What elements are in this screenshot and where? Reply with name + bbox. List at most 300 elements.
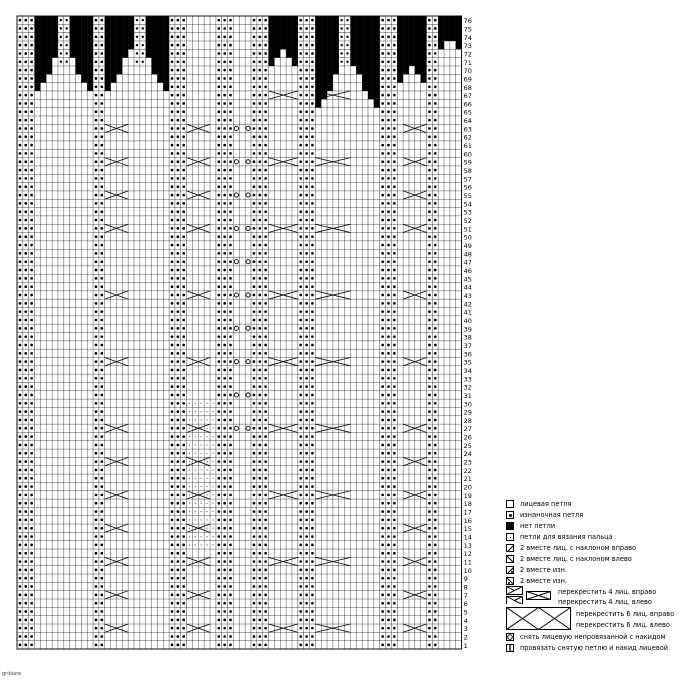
purl-stitch xyxy=(95,402,98,405)
purl-stitch xyxy=(30,269,33,272)
purl-stitch xyxy=(229,560,232,563)
purl-stitch xyxy=(24,269,27,272)
p2tog-left-icon xyxy=(506,577,514,585)
purl-stitch xyxy=(182,510,185,513)
purl-stitch xyxy=(30,585,33,588)
purl-stitch xyxy=(387,202,390,205)
no-stitch-cell xyxy=(327,16,333,91)
purl-stitch xyxy=(182,544,185,547)
purl-stitch xyxy=(381,577,384,580)
purl-stitch xyxy=(258,102,261,105)
purl-stitch xyxy=(434,152,437,155)
purl-stitch xyxy=(171,52,174,55)
purl-stitch xyxy=(258,19,261,22)
row-number: 4 xyxy=(463,616,468,625)
purl-stitch xyxy=(264,135,267,138)
legend-item-cable-4-right xyxy=(558,588,656,598)
purl-stitch xyxy=(387,477,390,480)
purl-stitch xyxy=(305,485,308,488)
purl-stitch xyxy=(381,394,384,397)
purl-stitch xyxy=(393,152,396,155)
legend-label: перекрестить 4 лиц. влево xyxy=(558,598,652,606)
purl-stitch xyxy=(434,435,437,438)
purl-stitch xyxy=(299,594,302,597)
finger-knit-cell xyxy=(339,66,345,74)
purl-stitch xyxy=(305,377,308,380)
purl-stitch xyxy=(428,144,431,147)
purl-stitch xyxy=(253,352,256,355)
row-number: 17 xyxy=(463,508,472,517)
purl-stitch xyxy=(258,194,261,197)
purl-stitch xyxy=(311,444,314,447)
finger-stitch xyxy=(201,536,202,537)
purl-stitch xyxy=(30,435,33,438)
finger-stitch xyxy=(195,511,196,512)
purl-stitch xyxy=(95,360,98,363)
purl-stitch xyxy=(393,52,396,55)
purl-stitch xyxy=(95,210,98,213)
purl-stitch xyxy=(434,19,437,22)
purl-stitch xyxy=(264,385,267,388)
purl-stitch xyxy=(434,402,437,405)
purl-stitch xyxy=(66,61,68,63)
purl-stitch xyxy=(428,452,431,455)
purl-stitch xyxy=(177,494,180,497)
purl-stitch xyxy=(182,160,185,163)
purl-stitch xyxy=(253,269,256,272)
purl-stitch xyxy=(393,569,396,572)
purl-stitch xyxy=(223,577,226,580)
purl-stitch xyxy=(393,610,396,613)
purl-stitch xyxy=(177,77,180,80)
purl-stitch xyxy=(393,302,396,305)
purl-stitch xyxy=(19,602,22,605)
finger-stitch xyxy=(195,494,196,495)
finger-knit-cell xyxy=(339,83,345,91)
finger-knit-cell xyxy=(134,66,140,74)
purl-stitch xyxy=(30,77,33,80)
purl-stitch xyxy=(217,244,220,247)
purl-stitch xyxy=(253,502,256,505)
finger-stitch xyxy=(201,478,202,479)
purl-stitch xyxy=(177,244,180,247)
purl-stitch xyxy=(428,643,431,646)
purl-stitch xyxy=(381,235,384,238)
row-number: 62 xyxy=(463,133,472,142)
purl-stitch xyxy=(24,344,27,347)
purl-stitch xyxy=(100,285,103,288)
purl-stitch xyxy=(393,194,396,197)
purl-stitch xyxy=(381,427,384,430)
finger-stitch xyxy=(207,478,208,479)
purl-stitch xyxy=(434,385,437,388)
purl-stitch xyxy=(311,135,314,138)
purl-stitch xyxy=(387,252,390,255)
purl-stitch xyxy=(387,402,390,405)
purl-stitch xyxy=(171,394,174,397)
purl-stitch xyxy=(171,552,174,555)
purl-stitch xyxy=(217,185,220,188)
purl-stitch xyxy=(229,35,232,38)
purl-stitch xyxy=(100,177,103,180)
purl-stitch xyxy=(258,277,261,280)
purl-stitch xyxy=(299,519,302,522)
purl-stitch xyxy=(258,269,261,272)
purl-stitch xyxy=(428,169,431,172)
purl-stitch xyxy=(299,402,302,405)
purl-stitch xyxy=(24,402,27,405)
purl-stitch xyxy=(223,69,226,72)
purl-stitch xyxy=(299,643,302,646)
purl-stitch xyxy=(95,544,98,547)
purl-stitch xyxy=(229,569,232,572)
purl-stitch xyxy=(393,27,396,30)
purl-stitch xyxy=(299,169,302,172)
purl-stitch xyxy=(182,494,185,497)
purl-stitch xyxy=(100,577,103,580)
purl-stitch xyxy=(136,27,138,29)
purl-stitch xyxy=(434,335,437,338)
purl-stitch xyxy=(264,269,267,272)
purl-stitch xyxy=(30,494,33,497)
purl-stitch xyxy=(171,185,174,188)
finger-stitch xyxy=(212,486,213,487)
row-number: 75 xyxy=(463,25,472,34)
purl-stitch xyxy=(258,477,261,480)
purl-stitch xyxy=(19,452,22,455)
finger-stitch xyxy=(212,528,213,529)
purl-stitch xyxy=(305,369,308,372)
purl-stitch xyxy=(428,227,431,230)
purl-stitch xyxy=(100,227,103,230)
purl-stitch xyxy=(381,302,384,305)
purl-stitch xyxy=(428,127,431,130)
purl-stitch xyxy=(387,602,390,605)
purl-stitch xyxy=(381,352,384,355)
finger-knit-cell xyxy=(140,83,146,91)
purl-stitch xyxy=(177,519,180,522)
purl-stitch xyxy=(299,102,302,105)
purl-stitch xyxy=(30,119,33,122)
purl-stitch xyxy=(100,602,103,605)
purl-stitch xyxy=(19,252,22,255)
purl-stitch xyxy=(171,294,174,297)
purl-stitch xyxy=(171,310,174,313)
purl-stitch xyxy=(434,410,437,413)
purl-stitch xyxy=(171,560,174,563)
finger-knit-cell xyxy=(140,91,146,99)
purl-stitch xyxy=(393,410,396,413)
purl-stitch xyxy=(19,419,22,422)
purl-stitch xyxy=(311,327,314,330)
purl-stitch xyxy=(264,69,267,72)
purl-stitch xyxy=(217,419,220,422)
purl-stitch xyxy=(19,35,22,38)
purl-stitch xyxy=(428,19,431,22)
no-stitch-cell xyxy=(35,16,41,91)
purl-stitch xyxy=(253,285,256,288)
purl-stitch xyxy=(217,285,220,288)
purl-stitch xyxy=(311,552,314,555)
purl-stitch xyxy=(24,35,27,38)
purl-stitch xyxy=(30,577,33,580)
purl-stitch xyxy=(177,219,180,222)
purl-stitch xyxy=(30,552,33,555)
purl-stitch xyxy=(305,260,308,263)
purl-stitch xyxy=(264,427,267,430)
purl-stitch xyxy=(393,618,396,621)
purl-stitch xyxy=(381,344,384,347)
legend-label: провязать снятую петлю и накид лицевой xyxy=(520,644,669,652)
purl-stitch xyxy=(311,94,314,97)
purl-stitch xyxy=(305,135,308,138)
purl-stitch xyxy=(182,635,185,638)
purl-stitch xyxy=(311,502,314,505)
purl-stitch xyxy=(182,52,185,55)
purl-stitch xyxy=(217,19,220,22)
purl-stitch xyxy=(387,618,390,621)
purl-stitch xyxy=(381,369,384,372)
purl-stitch xyxy=(171,85,174,88)
purl-stitch xyxy=(393,210,396,213)
purl-stitch xyxy=(24,194,27,197)
purl-stitch xyxy=(387,85,390,88)
purl-stitch xyxy=(177,44,180,47)
purl-stitch xyxy=(253,294,256,297)
purl-stitch xyxy=(311,569,314,572)
purl-stitch xyxy=(387,560,390,563)
purl-stitch xyxy=(311,335,314,338)
purl-stitch xyxy=(171,494,174,497)
purl-stitch xyxy=(393,452,396,455)
purl-stitch xyxy=(434,618,437,621)
purl-stitch xyxy=(253,177,256,180)
purl-stitch xyxy=(253,452,256,455)
purl-stitch xyxy=(381,269,384,272)
purl-stitch xyxy=(381,77,384,80)
purl-stitch xyxy=(305,427,308,430)
purl-stitch xyxy=(258,44,261,47)
purl-stitch xyxy=(305,94,308,97)
purl-stitch xyxy=(217,44,220,47)
purl-stitch xyxy=(387,285,390,288)
finger-knit-cell xyxy=(58,99,64,107)
purl-stitch xyxy=(387,194,390,197)
row-number: 9 xyxy=(463,575,468,584)
purl-stitch xyxy=(223,643,226,646)
purl-stitch xyxy=(387,385,390,388)
purl-stitch xyxy=(223,502,226,505)
purl-stitch xyxy=(19,643,22,646)
purl-stitch xyxy=(387,460,390,463)
purl-stitch xyxy=(299,110,302,113)
purl-stitch xyxy=(24,369,27,372)
purl-stitch xyxy=(223,277,226,280)
row-number: 24 xyxy=(463,450,472,459)
purl-stitch xyxy=(258,27,261,30)
purl-stitch xyxy=(264,410,267,413)
purl-stitch xyxy=(264,110,267,113)
purl-stitch xyxy=(19,169,22,172)
purl-stitch xyxy=(19,152,22,155)
purl-stitch xyxy=(428,285,431,288)
purl-stitch xyxy=(229,494,232,497)
purl-stitch xyxy=(393,77,396,80)
purl-stitch xyxy=(434,219,437,222)
purl-stitch xyxy=(182,344,185,347)
purl-stitch xyxy=(177,502,180,505)
purl-stitch xyxy=(95,219,98,222)
purl-stitch xyxy=(223,310,226,313)
purl-stitch xyxy=(258,560,261,563)
purl-stitch xyxy=(24,310,27,313)
legend-label: изнаночная петля xyxy=(520,511,584,519)
finger-stitch xyxy=(207,428,208,429)
purl-stitch xyxy=(253,460,256,463)
row-number: 71 xyxy=(463,58,472,67)
purl-stitch xyxy=(229,643,232,646)
purl-stitch xyxy=(182,94,185,97)
purl-stitch xyxy=(229,294,232,297)
purl-stitch xyxy=(434,244,437,247)
purl-stitch xyxy=(299,52,302,55)
purl-stitch xyxy=(223,194,226,197)
purl-stitch xyxy=(95,169,98,172)
purl-stitch xyxy=(387,502,390,505)
purl-stitch xyxy=(393,277,396,280)
purl-stitch xyxy=(171,144,174,147)
purl-stitch xyxy=(311,285,314,288)
row-number: 10 xyxy=(463,566,472,575)
purl-stitch xyxy=(264,602,267,605)
purl-stitch xyxy=(381,60,384,63)
purl-stitch xyxy=(100,610,103,613)
purl-stitch xyxy=(311,35,314,38)
purl-stitch xyxy=(381,560,384,563)
purl-stitch xyxy=(100,560,103,563)
purl-stitch xyxy=(182,119,185,122)
purl-stitch xyxy=(100,252,103,255)
purl-stitch xyxy=(229,577,232,580)
purl-stitch xyxy=(229,335,232,338)
purl-stitch xyxy=(264,310,267,313)
purl-stitch xyxy=(100,452,103,455)
purl-stitch xyxy=(182,360,185,363)
purl-stitch xyxy=(258,152,261,155)
purl-stitch xyxy=(305,469,308,472)
purl-stitch xyxy=(95,410,98,413)
purl-stitch xyxy=(177,152,180,155)
purl-stitch xyxy=(299,135,302,138)
purl-stitch xyxy=(311,485,314,488)
purl-stitch xyxy=(177,394,180,397)
purl-stitch xyxy=(24,94,27,97)
purl-stitch xyxy=(217,535,220,538)
purl-stitch xyxy=(177,235,180,238)
purl-stitch xyxy=(428,85,431,88)
purl-stitch xyxy=(340,44,342,46)
purl-stitch xyxy=(311,52,314,55)
purl-stitch xyxy=(264,302,267,305)
purl-stitch xyxy=(258,294,261,297)
purl-stitch xyxy=(311,319,314,322)
purl-stitch xyxy=(299,310,302,313)
purl-stitch xyxy=(229,85,232,88)
purl-stitch xyxy=(19,327,22,330)
purl-stitch xyxy=(30,277,33,280)
purl-stitch xyxy=(177,344,180,347)
purl-stitch xyxy=(30,227,33,230)
purl-stitch xyxy=(171,277,174,280)
purl-stitch xyxy=(177,610,180,613)
purl-stitch xyxy=(171,127,174,130)
purl-stitch xyxy=(95,27,98,30)
purl-stitch xyxy=(311,477,314,480)
purl-stitch xyxy=(100,119,103,122)
purl-stitch xyxy=(177,144,180,147)
no-stitch-cell xyxy=(286,16,292,58)
purl-stitch xyxy=(299,460,302,463)
purl-stitch xyxy=(305,227,308,230)
finger-stitch xyxy=(189,494,190,495)
purl-stitch xyxy=(305,210,308,213)
purl-stitch xyxy=(19,569,22,572)
purl-stitch xyxy=(434,77,437,80)
purl-stitch xyxy=(177,160,180,163)
purl-stitch xyxy=(95,560,98,563)
purl-stitch xyxy=(217,177,220,180)
purl-stitch xyxy=(19,585,22,588)
purl-stitch xyxy=(30,110,33,113)
purl-stitch xyxy=(217,35,220,38)
purl-stitch xyxy=(223,135,226,138)
purl-stitch xyxy=(229,377,232,380)
purl-stitch xyxy=(182,435,185,438)
purl-stitch xyxy=(223,594,226,597)
finger-stitch xyxy=(189,411,190,412)
purl-stitch xyxy=(264,227,267,230)
purl-stitch xyxy=(434,202,437,205)
purl-stitch xyxy=(217,169,220,172)
purl-stitch xyxy=(30,302,33,305)
purl-stitch xyxy=(258,94,261,97)
purl-stitch xyxy=(393,510,396,513)
purl-stitch xyxy=(299,344,302,347)
finger-knit-cell xyxy=(58,83,64,91)
purl-stitch xyxy=(24,410,27,413)
purl-stitch xyxy=(217,210,220,213)
purl-stitch xyxy=(182,102,185,105)
purl-stitch xyxy=(229,227,232,230)
row-number: 26 xyxy=(463,433,472,442)
purl-stitch xyxy=(171,19,174,22)
purl-stitch xyxy=(393,494,396,497)
purl-stitch xyxy=(223,618,226,621)
purl-stitch xyxy=(299,618,302,621)
finger-stitch xyxy=(201,503,202,504)
purl-stitch xyxy=(24,577,27,580)
purl-stitch xyxy=(305,594,308,597)
purl-stitch xyxy=(30,252,33,255)
purl-stitch xyxy=(171,260,174,263)
purl-stitch xyxy=(95,102,98,105)
purl-stitch xyxy=(253,85,256,88)
purl-stitch xyxy=(387,185,390,188)
purl-stitch xyxy=(30,410,33,413)
purl-stitch xyxy=(299,552,302,555)
purl-stitch xyxy=(171,269,174,272)
purl-stitch xyxy=(177,369,180,372)
